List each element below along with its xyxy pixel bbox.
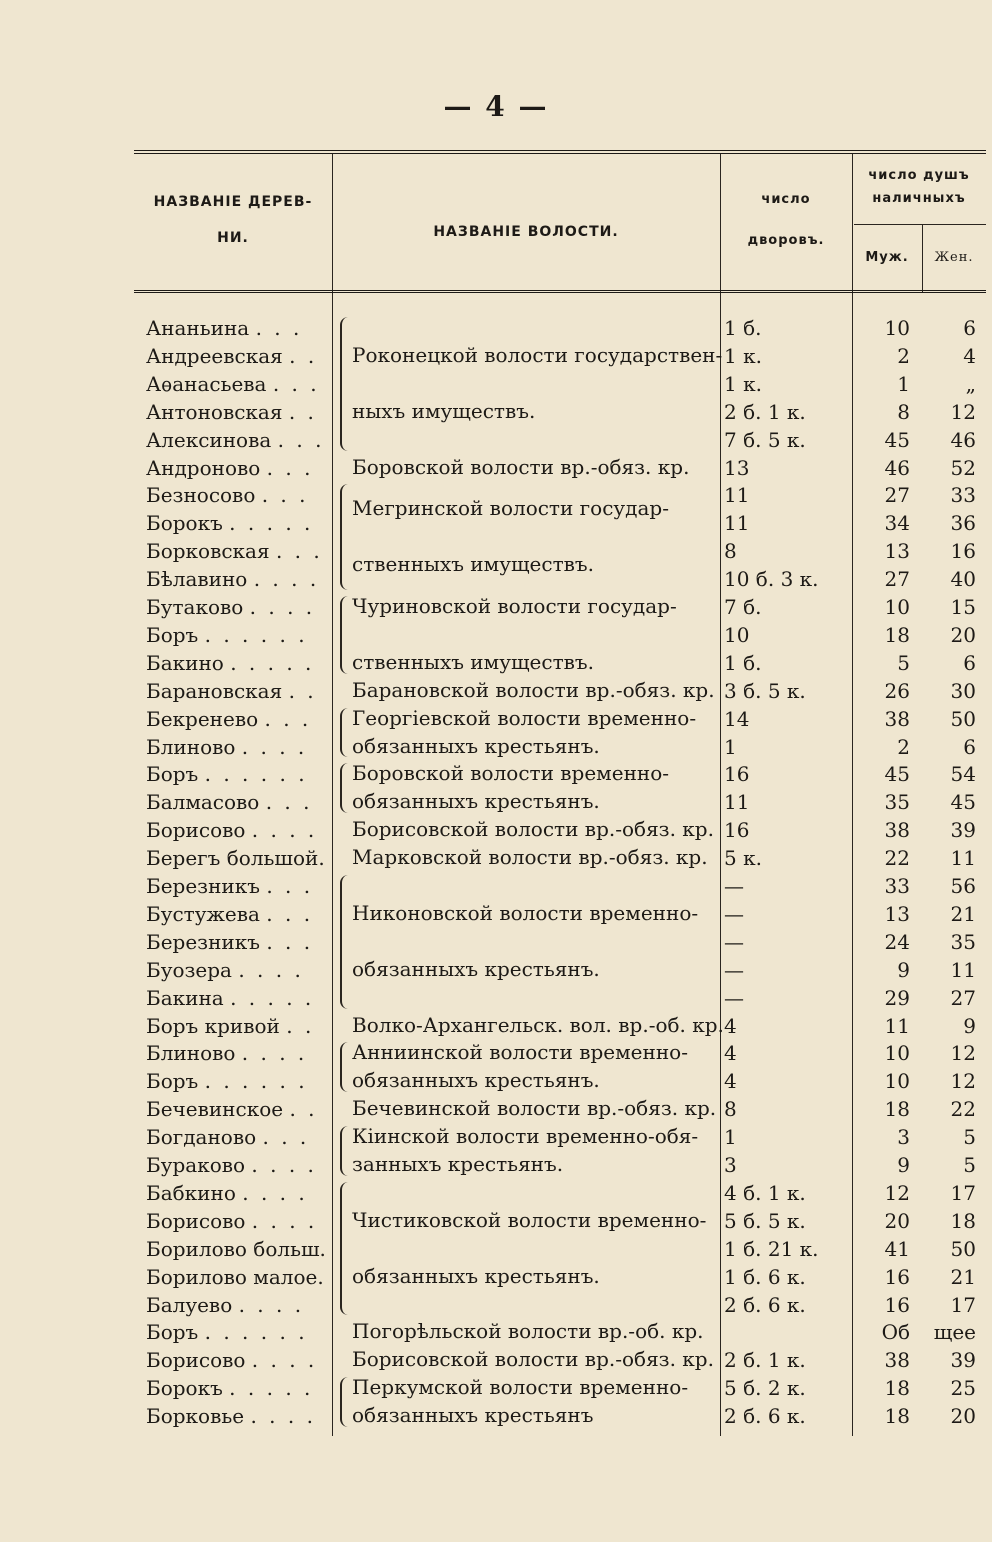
households-count: — xyxy=(724,985,744,1010)
leader-dots: . . . xyxy=(255,316,303,340)
male-count: 29 xyxy=(884,985,910,1010)
village-name: Блиново . . . . xyxy=(146,1041,308,1066)
header-rule xyxy=(134,290,986,293)
male-count: 26 xyxy=(884,678,910,703)
female-count: 20 xyxy=(950,1404,976,1429)
table-row xyxy=(134,370,986,398)
households-count: 1 б. 6 к. xyxy=(724,1264,806,1289)
village-name: Борковская . . . xyxy=(146,539,323,564)
village-name: Андроново . . . xyxy=(146,455,314,480)
table-row xyxy=(134,426,986,454)
male-count: 34 xyxy=(884,511,910,536)
village-name: Балмасово . . . xyxy=(146,790,313,815)
female-count: 35 xyxy=(950,929,976,954)
volost-name: обязанныхъ крестьянъ. xyxy=(352,956,600,981)
leader-dots: . . . . . . xyxy=(204,622,308,647)
female-count: 56 xyxy=(950,874,976,898)
leader-dots: . . . . . xyxy=(229,511,314,536)
female-count: 54 xyxy=(950,762,976,787)
village-name: Безносово . . . xyxy=(146,483,309,508)
households-count: 7 б. 5 к. xyxy=(724,427,806,452)
leader-dots: . . . . . xyxy=(229,1376,314,1401)
volost-name: обязанныхъ крестьянъ. xyxy=(352,1068,600,1093)
male-count: 12 xyxy=(884,1180,910,1205)
female-count: 17 xyxy=(950,1180,976,1205)
leader-dots: . . xyxy=(288,399,317,424)
volost-name: Кіинской волости временно-обя- xyxy=(352,1124,699,1149)
village-name: Бустужева . . . xyxy=(146,901,314,926)
male-count: 27 xyxy=(884,483,910,508)
volost-name: Мегринской волости государ- xyxy=(352,496,669,521)
households-count: 8 xyxy=(724,1097,737,1122)
households-count: 5 б. 2 к. xyxy=(724,1376,806,1401)
header-female: Жен. xyxy=(934,250,974,265)
female-count: 22 xyxy=(950,1097,976,1122)
female-count: 15 xyxy=(950,595,976,619)
female-count: 50 xyxy=(950,1236,976,1261)
group-brace xyxy=(340,1182,352,1316)
leader-dots: . . . xyxy=(277,427,325,452)
households-count: — xyxy=(724,901,744,926)
village-name: Березникъ . . . xyxy=(146,874,314,898)
female-count: щее xyxy=(933,1320,976,1345)
male-count: 18 xyxy=(884,1404,910,1429)
male-count: 10 xyxy=(884,1041,910,1066)
header-male: Муж. xyxy=(865,250,909,265)
village-name: Антоновская . . xyxy=(146,399,317,424)
households-count: 10 xyxy=(724,622,750,647)
leader-dots: . . . . . . xyxy=(204,1069,308,1094)
village-name: Борисово . . . . xyxy=(146,1348,318,1373)
leader-dots: . . . . xyxy=(253,567,320,592)
village-name: Борилово больш. xyxy=(146,1236,326,1261)
households-count: 1 б. 21 к. xyxy=(724,1236,819,1261)
female-count: 5 xyxy=(963,1153,976,1177)
female-count: 21 xyxy=(950,901,976,926)
village-name: Богданово . . . xyxy=(146,1125,310,1150)
female-count: 39 xyxy=(950,1348,976,1373)
leader-dots: . . xyxy=(286,1013,315,1038)
male-count: 18 xyxy=(884,1097,910,1122)
male-count: 1 xyxy=(897,371,910,396)
female-count: 12 xyxy=(950,1041,976,1066)
female-count: 21 xyxy=(950,1264,976,1289)
village-name: Бураково . . . . xyxy=(146,1153,317,1177)
male-count: 10 xyxy=(884,595,910,619)
volost-name: Бечевинской волости вр.-обяз. кр. xyxy=(352,1096,717,1121)
leader-dots: . . . . xyxy=(251,1153,317,1177)
village-name: Бакина . . . . . xyxy=(146,985,315,1010)
female-count: 12 xyxy=(950,1069,976,1094)
volost-name: Борисовской волости вр.-обяз. кр. xyxy=(352,817,714,842)
leader-dots: . . . xyxy=(266,901,314,926)
female-count: 33 xyxy=(950,483,976,508)
female-count: „ xyxy=(965,371,976,396)
header-volost: НАЗВАНІЕ ВОЛОСТИ. xyxy=(433,224,619,240)
female-count: 45 xyxy=(950,790,976,815)
header-souls: число душъ наличныхъ xyxy=(868,168,970,206)
households-count: 3 xyxy=(724,1153,737,1177)
village-name: Барановская . . xyxy=(146,678,317,703)
households-count: 1 к. xyxy=(724,371,762,396)
leader-dots: . . . . . . xyxy=(204,762,308,787)
leader-dots: . . . . xyxy=(241,1041,308,1066)
leader-dots: . . . . xyxy=(238,957,304,982)
leader-dots: . . xyxy=(289,343,318,368)
male-count: 2 xyxy=(897,343,910,368)
households-count: 8 xyxy=(724,539,737,564)
households-count: 11 xyxy=(724,511,750,536)
village-name: Буозера . . . . xyxy=(146,957,304,982)
village-name: Бекренево . . . xyxy=(146,706,312,731)
female-count: 6 xyxy=(963,734,976,759)
volost-name: Погорѣльской волости вр.-об. кр. xyxy=(352,1319,704,1344)
group-brace xyxy=(340,1377,352,1427)
group-brace xyxy=(340,708,352,758)
female-count: 27 xyxy=(950,985,976,1010)
volost-name: Боровской волости вр.-обяз. кр. xyxy=(352,454,690,479)
volost-name: Чистиковской волости временно- xyxy=(352,1207,707,1232)
volost-name: Марковской волости вр.-обяз. кр. xyxy=(352,845,708,870)
leader-dots: . . . xyxy=(266,929,314,954)
male-count: 41 xyxy=(884,1236,910,1261)
male-count: 13 xyxy=(884,901,910,926)
male-count: 33 xyxy=(884,874,910,898)
village-name: Березникъ . . . xyxy=(146,929,314,954)
households-count: 13 xyxy=(724,455,750,480)
table-row xyxy=(134,314,986,342)
village-name: Борковье . . . . xyxy=(146,1404,316,1429)
male-count: 10 xyxy=(884,316,910,340)
village-name: Борилово малое. xyxy=(146,1264,324,1289)
leader-dots: . . . xyxy=(264,706,312,731)
volost-name: Георгіевской волости временно- xyxy=(352,705,697,730)
table-row xyxy=(134,621,986,649)
volost-name: обязанныхъ крестьянъ. xyxy=(352,789,600,814)
male-count: 8 xyxy=(897,399,910,424)
village-name: Бакино . . . . . xyxy=(146,650,315,675)
village-name: Борокъ . . . . . xyxy=(146,1376,314,1401)
households-count: 1 б. xyxy=(724,316,762,340)
households-count: — xyxy=(724,957,744,982)
households-count: 11 xyxy=(724,483,750,508)
male-count: 27 xyxy=(884,567,910,592)
village-name: Балуево . . . . xyxy=(146,1292,305,1317)
group-brace xyxy=(340,484,352,590)
female-count: 30 xyxy=(950,678,976,703)
male-count: 16 xyxy=(884,1264,910,1289)
female-count: 16 xyxy=(950,539,976,564)
female-count: 36 xyxy=(950,511,976,536)
village-name: Боръ . . . . . . xyxy=(146,622,308,647)
village-name: Борисово . . . . xyxy=(146,818,318,843)
volost-name: ныхъ имуществъ. xyxy=(352,398,536,423)
leader-dots: . . . . xyxy=(251,1348,318,1373)
group-brace xyxy=(340,317,352,451)
male-count: 45 xyxy=(884,427,910,452)
village-name: Алексинова . . . xyxy=(146,427,325,452)
volost-name: обязанныхъ крестьянъ xyxy=(352,1403,594,1428)
table-row xyxy=(134,1179,986,1207)
male-count: 46 xyxy=(884,455,910,480)
households-count: 3 б. 5 к. xyxy=(724,678,806,703)
table-row xyxy=(134,872,986,900)
page-number: — 4 — xyxy=(443,90,549,123)
table-row xyxy=(134,1235,986,1263)
volost-name: ственныхъ имуществъ. xyxy=(352,649,594,674)
table-row xyxy=(134,984,986,1012)
volost-name: Барановской волости вр.-обяз. кр. xyxy=(352,677,715,702)
male-count: 22 xyxy=(884,846,910,871)
leader-dots: . . . . . . xyxy=(204,1320,308,1345)
male-count: 16 xyxy=(884,1292,910,1317)
leader-dots: . . . xyxy=(266,455,314,480)
male-count: 45 xyxy=(884,762,910,787)
leader-dots: . . . . xyxy=(249,595,316,619)
leader-dots: . . . . xyxy=(251,818,318,843)
volost-name: Никоновской волости временно- xyxy=(352,900,699,925)
households-count: 2 б. 6 к. xyxy=(724,1404,806,1429)
village-name: Боръ кривой . . xyxy=(146,1013,315,1038)
volost-name: занныхъ крестьянъ. xyxy=(352,1152,564,1176)
village-name: Бабкино . . . . xyxy=(146,1180,308,1205)
households-count: 16 xyxy=(724,818,750,843)
village-name: Бутаково . . . . xyxy=(146,595,316,619)
female-count: 6 xyxy=(963,316,976,340)
female-count: 46 xyxy=(950,427,976,452)
male-count: Об xyxy=(881,1320,910,1345)
header-dvory: число дворовъ. xyxy=(747,192,825,248)
households-count: 4 xyxy=(724,1069,737,1094)
households-count: 4 xyxy=(724,1041,737,1066)
female-count: 40 xyxy=(950,567,976,592)
households-count: 1 б. xyxy=(724,650,762,675)
group-brace xyxy=(340,1042,352,1092)
leader-dots: . . . xyxy=(261,483,309,508)
male-count: 13 xyxy=(884,539,910,564)
households-count: 2 б. 1 к. xyxy=(724,1348,806,1373)
village-name: Берегъ большой. xyxy=(146,846,325,871)
group-brace xyxy=(340,596,352,674)
households-count: 1 xyxy=(724,734,737,759)
volost-name: обязанныхъ крестьянъ. xyxy=(352,733,600,758)
village-name: Боръ . . . . . . xyxy=(146,1320,308,1345)
female-count: 6 xyxy=(963,650,976,675)
volost-name: Чуриновской волости государ- xyxy=(352,594,677,618)
male-count: 24 xyxy=(884,929,910,954)
female-count: 5 xyxy=(963,1125,976,1150)
leader-dots: . . . xyxy=(262,1125,310,1150)
female-count: 17 xyxy=(950,1292,976,1317)
male-count: 3 xyxy=(897,1125,910,1150)
leader-dots: . . . . xyxy=(242,1180,308,1205)
leader-dots: . . . xyxy=(275,539,323,564)
households-count: 16 xyxy=(724,762,750,787)
male-count: 10 xyxy=(884,1069,910,1094)
households-count: 2 б. 1 к. xyxy=(724,399,806,424)
group-brace xyxy=(340,763,352,813)
households-count: 11 xyxy=(724,790,750,815)
volost-name: обязанныхъ крестьянъ. xyxy=(352,1263,600,1288)
group-brace xyxy=(340,875,352,1009)
female-count: 11 xyxy=(950,957,976,982)
male-count: 9 xyxy=(897,957,910,982)
leader-dots: . . . xyxy=(265,790,313,815)
male-count: 38 xyxy=(884,1348,910,1373)
leader-dots: . . . . xyxy=(241,734,308,759)
table-row xyxy=(134,1291,986,1319)
village-name: Боръ . . . . . . xyxy=(146,762,308,787)
leader-dots: . . . . xyxy=(251,1208,318,1233)
leader-dots: . . . . xyxy=(238,1292,305,1317)
volost-name: Боровской волости временно- xyxy=(352,761,670,786)
leader-dots: . . . . . xyxy=(230,650,315,675)
table-row xyxy=(134,928,986,956)
households-count: 4 xyxy=(724,1013,737,1038)
female-count: 25 xyxy=(950,1376,976,1401)
female-count: 4 xyxy=(963,343,976,368)
village-name: Борокъ . . . . . xyxy=(146,511,314,536)
male-count: 5 xyxy=(897,650,910,675)
female-count: 9 xyxy=(963,1013,976,1038)
households-count: — xyxy=(724,929,744,954)
male-count: 18 xyxy=(884,622,910,647)
households-count: 5 к. xyxy=(724,846,762,871)
statistics-table xyxy=(134,150,986,1436)
village-name: Андреевская . . xyxy=(146,343,318,368)
households-count: 2 б. 6 к. xyxy=(724,1292,806,1317)
female-count: 39 xyxy=(950,818,976,843)
female-count: 12 xyxy=(950,399,976,424)
volost-name: Анниинской волости временно- xyxy=(352,1040,688,1065)
female-count: 20 xyxy=(950,622,976,647)
households-count: 5 б. 5 к. xyxy=(724,1208,806,1233)
leader-dots: . . xyxy=(289,1097,318,1122)
village-name: Боръ . . . . . . xyxy=(146,1069,308,1094)
male-count: 20 xyxy=(884,1208,910,1233)
female-count: 11 xyxy=(950,846,976,871)
male-count: 38 xyxy=(884,818,910,843)
households-count: 4 б. 1 к. xyxy=(724,1180,806,1205)
village-name: Ананьина . . . xyxy=(146,316,303,340)
village-name: Бѣлавино . . . . xyxy=(146,567,320,592)
leader-dots: . . . . . xyxy=(230,985,315,1010)
volost-name: ственныхъ имуществъ. xyxy=(352,552,594,577)
volost-name: Волко-Архангельск. вол. вр.-об. кр. xyxy=(352,1012,724,1037)
households-count: 14 xyxy=(724,706,750,731)
male-count: 9 xyxy=(897,1153,910,1177)
households-count: — xyxy=(724,874,744,898)
female-count: 52 xyxy=(950,455,976,480)
households-count: 7 б. xyxy=(724,595,762,619)
female-count: 50 xyxy=(950,706,976,731)
village-name: Аѳанасьева . . . xyxy=(146,371,320,396)
male-count: 2 xyxy=(897,734,910,759)
female-count: 18 xyxy=(950,1208,976,1233)
male-count: 18 xyxy=(884,1376,910,1401)
village-name: Бечевинское . . xyxy=(146,1097,318,1122)
leader-dots: . . . . xyxy=(250,1404,316,1429)
volost-name: Роконецкой волости государствен- xyxy=(352,342,723,367)
header-subdivider xyxy=(854,224,986,225)
header-village: НАЗВАНІЕ ДЕРЕВ- НИ. xyxy=(153,194,313,246)
village-name: Блиново . . . . xyxy=(146,734,308,759)
leader-dots: . . . xyxy=(266,874,314,898)
households-count: 1 к. xyxy=(724,343,762,368)
male-count: 35 xyxy=(884,790,910,815)
leader-dots: . . xyxy=(288,678,317,703)
volost-name: Перкумской волости временно- xyxy=(352,1375,689,1400)
households-count: 10 б. 3 к. xyxy=(724,567,819,592)
male-count: 11 xyxy=(884,1013,910,1038)
group-brace xyxy=(340,1126,352,1176)
volost-name: Борисовской волости вр.-обяз. кр. xyxy=(352,1347,714,1372)
households-count: 1 xyxy=(724,1125,737,1150)
leader-dots: . . . xyxy=(272,371,320,396)
male-count: 38 xyxy=(884,706,910,731)
village-name: Борисово . . . . xyxy=(146,1208,318,1233)
